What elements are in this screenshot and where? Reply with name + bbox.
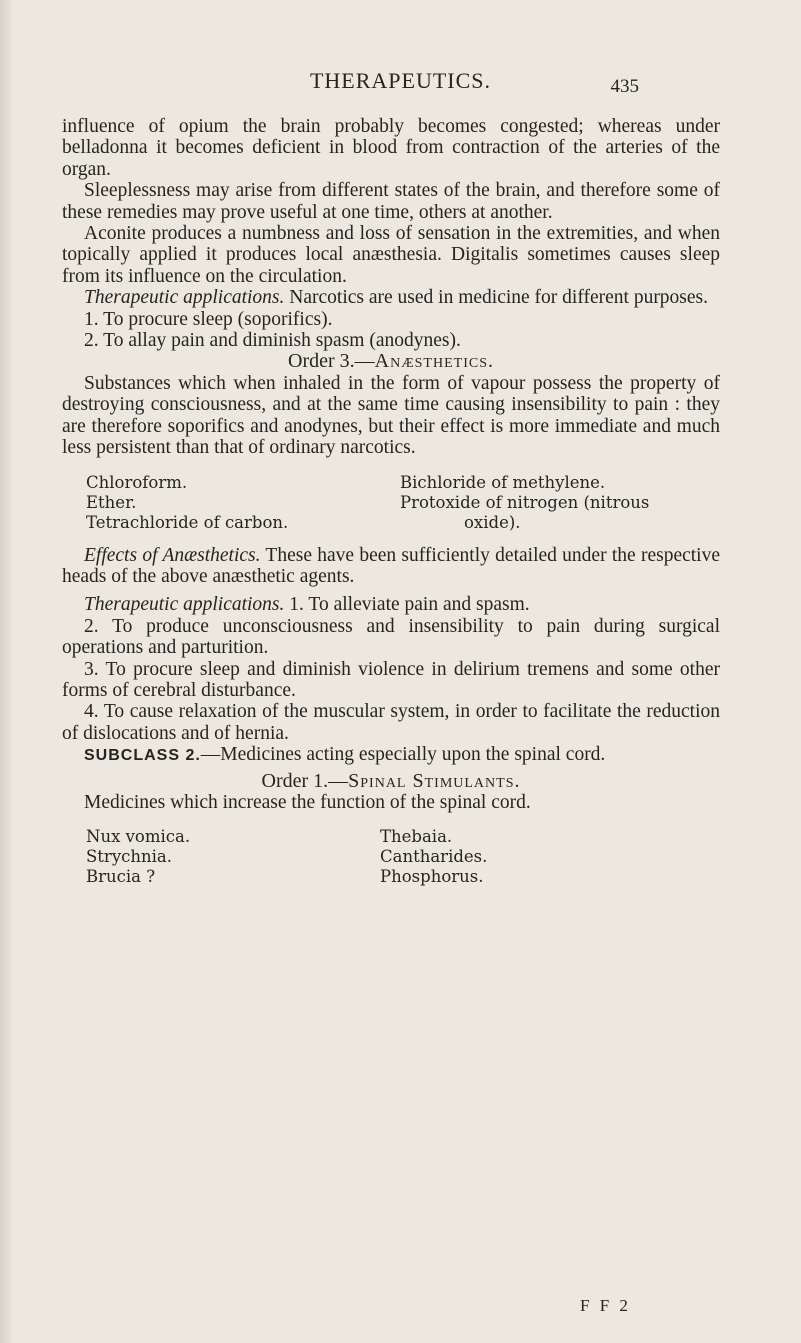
paragraph-anaesthetics-intro: Substances which when inhaled in the form of vapour possess the property of destroying consciousness, and at the same time causing insensibility to pain : they are therefore soporifics and anodynes, but their effect is more immediate and much less persistent than that of ordinary narcotics. bbox=[62, 372, 720, 459]
paragraph-anaesthetics-applications bbox=[62, 594, 720, 615]
list-item: Bichloride of methylene. bbox=[400, 472, 606, 492]
paragraph-sleeplessness: Sleeplessness may arise from different states of the brain, and therefore some of these remedies may prove useful at one time, others at another. bbox=[62, 180, 720, 223]
paragraph-opium-belladonna: influence of opium the brain probably becomes congested; whereas under belladonna it becomes deficient in blood from contraction of the arteries of the organ. bbox=[62, 116, 720, 180]
order-3-heading bbox=[62, 351, 720, 372]
anaesthetics-applications-item-2: 2. To produce unconsciousness and insensibility to pain during surgical operations and parturition. bbox=[62, 615, 720, 659]
effects-heading: Effects of Anæsthetics. bbox=[84, 544, 261, 566]
subclass-2-label: SUBCLASS 2. bbox=[84, 747, 201, 765]
running-head-title: THERAPEUTICS. bbox=[309, 68, 492, 93]
signature-mark: F F 2 bbox=[580, 1296, 631, 1315]
page-number: 435 bbox=[610, 76, 639, 97]
anaesthetics-applications-item-3: 3. To procure sleep and diminish violence in delirium tremens and some other forms of cerebral disturbance. bbox=[62, 658, 720, 701]
spinal-list-left bbox=[86, 827, 190, 887]
paragraph-effects bbox=[62, 545, 720, 588]
paragraph-spinal-intro: Medicines which increase the function of the spinal cord. bbox=[84, 791, 531, 813]
therapeutic-applications-heading: Therapeutic applications. bbox=[84, 287, 285, 309]
body-text bbox=[62, 116, 720, 899]
effects-text: These have been sufficiently detailed under the respective heads of the above anæsthetic agents. bbox=[62, 544, 720, 587]
list-item: Nux vomica. bbox=[86, 827, 191, 847]
paragraph-aconite-digitalis: Aconite produces a numbness and loss of sensation in the extremities, and when topically applied it produces local anæsthesia. Digitalis sometimes causes sleep from its influence on the circulation. bbox=[62, 223, 720, 287]
order-1-prefix: Order 1.— bbox=[261, 769, 349, 792]
subclass-2-heading bbox=[62, 744, 720, 766]
spinal-stimulants-list bbox=[62, 827, 720, 887]
subclass-2-text: —Medicines acting especially upon the spinal cord. bbox=[200, 744, 606, 766]
anaesthetics-list-right bbox=[400, 473, 700, 533]
list-item: Protoxide of nitrogen (nitrous bbox=[400, 492, 650, 512]
list-item: Cantharides. bbox=[380, 847, 488, 867]
anaesthetics-applications-item-4: 4. To cause relaxation of the muscular system, in order to facilitate the reduction of dislocations and of hernia. bbox=[62, 701, 720, 744]
list-item: Thebaia. bbox=[380, 827, 453, 847]
order-1-heading bbox=[62, 771, 720, 792]
list-item: Ether. bbox=[86, 492, 137, 512]
list-item: Strychnia. bbox=[86, 847, 172, 867]
therapeutic-applications-text: Narcotics are used in medicine for different purposes. bbox=[284, 287, 709, 309]
order-1-name: Spinal Stimulants. bbox=[348, 769, 521, 792]
page-edge-shadow bbox=[0, 0, 14, 1343]
paragraph-therapeutic-applications bbox=[62, 287, 720, 308]
anaesthetics-list bbox=[62, 473, 720, 533]
spinal-list-right bbox=[380, 827, 700, 887]
anaesthetics-list-left bbox=[86, 473, 288, 533]
anaesthetics-applications-heading: Therapeutic applications. bbox=[84, 594, 285, 616]
list-item: Tetrachloride of carbon. bbox=[86, 512, 289, 532]
list-item: oxide). bbox=[464, 512, 521, 532]
list-item-soporifics: 1. To procure sleep (soporifics). bbox=[84, 308, 333, 330]
list-item: Chloroform. bbox=[86, 472, 188, 492]
order-3-name: Anæsthetics. bbox=[374, 350, 494, 373]
anaesthetics-applications-item-1: 1. To alleviate pain and spasm. bbox=[284, 594, 530, 616]
list-item: Brucia ? bbox=[86, 867, 156, 887]
running-head bbox=[0, 68, 801, 104]
list-item-anodynes: 2. To allay pain and diminish spasm (anodynes). bbox=[84, 330, 461, 352]
order-3-prefix: Order 3.— bbox=[288, 350, 375, 373]
list-item: Phosphorus. bbox=[380, 867, 484, 887]
